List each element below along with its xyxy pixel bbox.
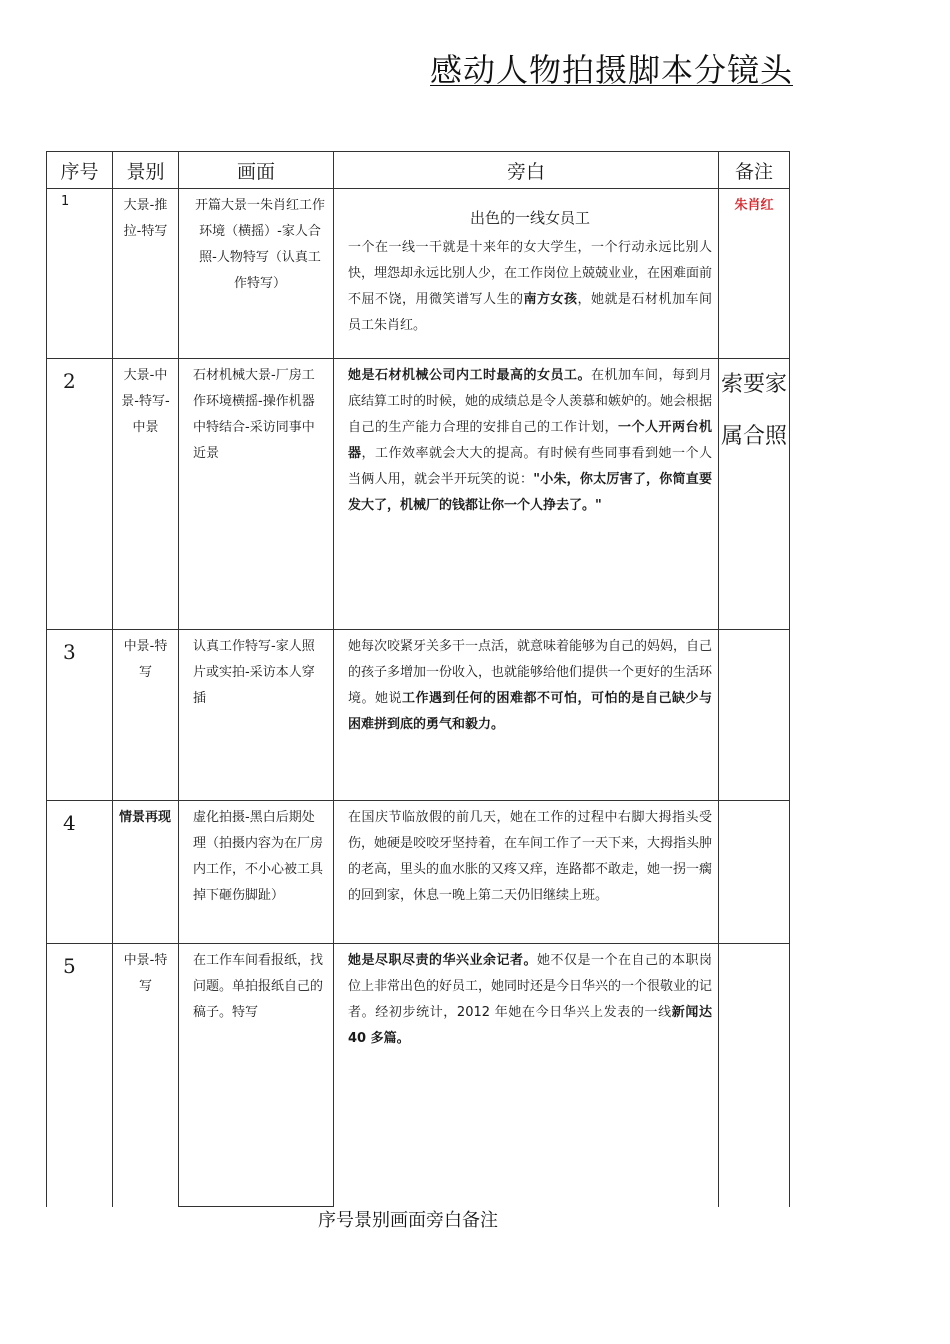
row-shot: 情景再现 <box>113 801 179 944</box>
footer-text: 序号景别画面旁白备注 <box>318 1210 498 1231</box>
row-note <box>719 944 790 1207</box>
row-num: 5 <box>47 944 113 1207</box>
table-row <box>47 359 790 630</box>
row-picture: 在工作车间看报纸，找问题。单拍报纸自己的稿子。特写 <box>179 944 334 1207</box>
row-picture: 认真工作特写-家人照片或实拍-采访本人穿插 <box>179 630 334 801</box>
row-shot: 大景-推拉-特写 <box>113 189 179 359</box>
narration-heading: 出色的一线女员工 <box>469 209 590 227</box>
header-note: 备注 <box>719 152 790 189</box>
table-row <box>47 189 790 359</box>
row-picture: 石材机械大景-厂房工作环境横摇-操作机器中特结合-采访同事中近景 <box>179 359 334 630</box>
row-note: 朱肖红 <box>719 189 790 359</box>
table-row <box>47 944 790 1207</box>
header-num: 序号 <box>47 152 113 189</box>
row-narration: 在国庆节临放假的前几天，她在工作的过程中右脚大拇指头受伤，她硬是咬咬牙坚持着，在车间工作了一天下来，大拇指头肿的老高，里头的血水胀的又疼又痒，连路都不敢走，她一拐一瘸的回到家，休息一晚上第二天仍旧继续上班。 <box>334 801 719 944</box>
header-narration: 旁白 <box>334 152 719 189</box>
header-picture: 画面 <box>179 152 334 189</box>
row-picture: 虚化拍摄-黑白后期处理（拍摄内容为在厂房内工作，不小心被工具掉下砸伤脚趾） <box>179 801 334 944</box>
table-header-row <box>47 152 790 189</box>
row-num: 4 <box>47 801 113 944</box>
row-note <box>719 630 790 801</box>
table-row <box>47 630 790 801</box>
row-narration: 她是尽职尽责的华兴业余记者。她不仅是一个在自己的本职岗位上非常出色的好员工，她同时还是今日华兴的一个很敬业的记者。经初步统计，2012 年她在今日华兴上发表的一线新闻达 40 多篇。 <box>334 944 719 1207</box>
storyboard-table <box>46 151 790 1207</box>
table-row <box>47 801 790 944</box>
row-note <box>719 801 790 944</box>
row-shot: 大景-中景-特写-中景 <box>113 359 179 630</box>
row-narration: 出色的一线女员工 一个在一线一干就是十来年的女大学生，一个行动永远比别人快，埋怨却永远比别人少，在工作岗位上兢兢业业，在困难面前不屈不饶，用微笑谱写人生的南方女孩，她就是石材机加车间员工朱肖红。 <box>334 189 719 359</box>
row-num: 2 <box>47 359 113 630</box>
row-note: 索要家属合照 <box>719 359 790 630</box>
row-shot: 中景-特写 <box>113 630 179 801</box>
document-title: 感动人物拍摄脚本分镜头 <box>430 51 794 89</box>
row-narration: 她每次咬紧牙关多干一点活，就意味着能够为自己的妈妈，自己的孩子多增加一份收入，也就能够给他们提供一个更好的生活环境。她说工作遇到任何的困难都不可怕，可怕的是自己缺少与困难拼到底的勇气和毅力。 <box>334 630 719 801</box>
row-shot: 中景-特写 <box>113 944 179 1207</box>
row-picture: 开篇大景一朱肖红工作环境（横摇）-家人合照-人物特写（认真工作特写） <box>179 189 334 359</box>
header-shot: 景别 <box>113 152 179 189</box>
row-num: 3 <box>47 630 113 801</box>
row-num: 1 <box>47 189 113 359</box>
row-narration: 她是石材机械公司内工时最高的女员工。在机加车间，每到月底结算工时的时候，她的成绩总是令人羡慕和嫉妒的。她会根据自己的生产能力合理的安排自己的工作计划，一个人开两台机器，工作效率就会大大的提高。有时候有些同事看到她一个人当俩人用，就会半开玩笑的说："小朱，你太厉害了，你简直要发大了，机械厂的钱都让你一个人挣去了。" <box>334 359 719 630</box>
